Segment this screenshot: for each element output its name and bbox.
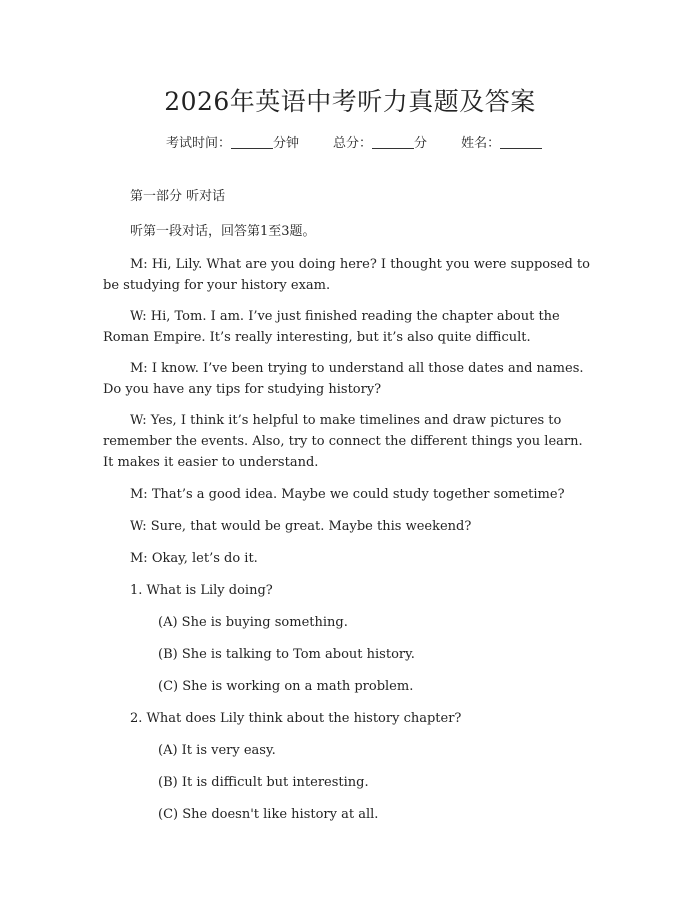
exam-meta-line xyxy=(166,132,542,151)
question-prompt: 2. What does Lily think about the history chapter? xyxy=(130,711,462,726)
section-instruction: 听第一段对话，回答第1至3题。 xyxy=(130,224,316,239)
score-label: 总分： xyxy=(333,136,373,151)
answer-option: (C) She is working on a math problem. xyxy=(158,679,414,694)
time-label: 考试时间： xyxy=(166,136,232,151)
dialogue-line: M: Okay, let’s do it. xyxy=(130,551,258,566)
page-title: 2026年英语中考听力真题及答案 xyxy=(164,87,536,116)
score-blank[interactable] xyxy=(372,135,414,149)
name-label: 姓名： xyxy=(461,136,501,151)
dialogue-line: W: Hi, Tom. I am. I’ve just finished reading the chapter about the Roman Empire. It’s really interesting, but it’s also quite difficult. xyxy=(103,309,560,345)
answer-option: (A) She is buying something. xyxy=(158,615,348,630)
dialogue-line: M: Hi, Lily. What are you doing here? I thought you were supposed to be studying for your history exam. xyxy=(103,257,590,293)
answer-option: (A) It is very easy. xyxy=(158,743,276,758)
dialogue-line: W: Sure, that would be great. Maybe this weekend? xyxy=(130,519,472,534)
question-prompt: 1. What is Lily doing? xyxy=(130,583,273,598)
time-unit: 分钟 xyxy=(273,136,300,151)
answer-option: (C) She doesn't like history at all. xyxy=(158,807,379,822)
dialogue-line: M: That’s a good idea. Maybe we could study together sometime? xyxy=(130,487,565,502)
score-unit: 分 xyxy=(414,136,428,151)
time-blank[interactable] xyxy=(231,135,273,149)
dialogue-line: M: I know. I’ve been trying to understand all those dates and names. Do you have any tips for studying history? xyxy=(103,361,584,397)
name-blank[interactable] xyxy=(500,135,542,149)
dialogue-line: W: Yes, I think it’s helpful to make timelines and draw pictures to remember the events. Also, try to connect the different things you learn. It makes it easier to understand. xyxy=(103,413,583,470)
answer-option: (B) It is difficult but interesting. xyxy=(158,775,369,790)
answer-option: (B) She is talking to Tom about history. xyxy=(158,647,415,662)
section-heading: 第一部分 听对话 xyxy=(130,189,226,204)
